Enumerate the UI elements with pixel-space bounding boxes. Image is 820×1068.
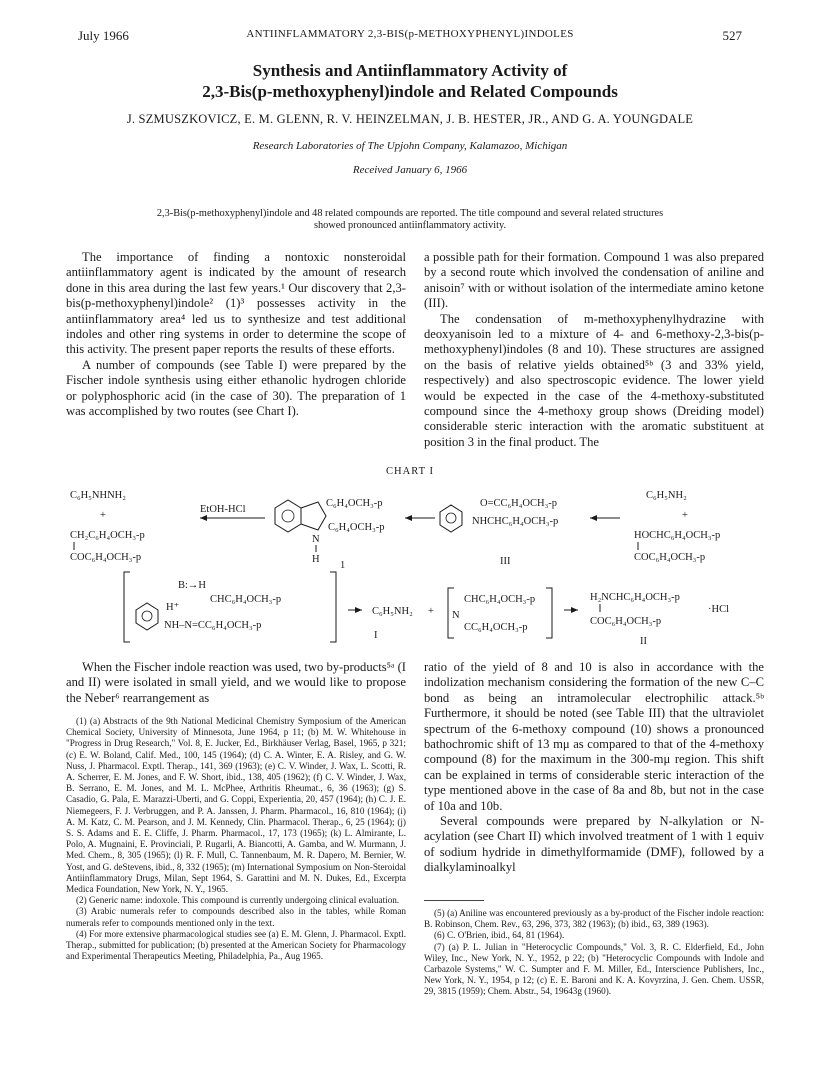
plus-sign: +	[100, 510, 106, 521]
bracket-right	[546, 588, 552, 638]
hydrazine-label: C₆H₅NHNH₂	[70, 490, 126, 501]
bracket-right	[330, 572, 336, 642]
title-line-2: 2,3-Bis(p-methoxyphenyl)indole and Related Compounds	[202, 82, 618, 101]
body-column-left-top	[66, 250, 406, 419]
paragraph: When the Fischer indole reaction was used, two by-products⁵ᵃ (I and II) were isolated in small yield, and we would like to propose the Neber⁶ rearrangement as	[66, 660, 406, 705]
amino-ketone-hcl-line-2: COC₆H₄OCH₃-p	[590, 616, 662, 627]
paragraph: ratio of the yield of 8 and 10 is also in accordance with the indolization mechanism considering the formation of the new C–C bond as being an intramolecular electrophilic attack.⁵ᵇ Furthermore, it should be noted (see Table III) that the ultraviolet spectrum of the 6-methoxy compound (10) shows a pronounced bathochromic shift of 13 mμ as compared to that of the 4-methoxy compound (8) for the maximum in the 300-mμ region. This shift can be explained in terms of considerable steric interaction of the type mentioned above in the case of 8a and 8b, but not in the case of 10a and 10b.	[424, 660, 764, 813]
footnote: (3) Arabic numerals refer to compounds described also in the tables, while Roman numerals refer to compounds mentioned only in the text.	[66, 906, 406, 928]
amino-ketone-line-2: NHCHC₆H₄OCH₃-p	[472, 516, 559, 527]
title-line-1: Synthesis and Antiinflammatory Activity of	[252, 61, 568, 80]
footnote-rule	[424, 900, 484, 901]
paragraph: a possible path for their formation. Compound 1 was also prepared by a second route which involved the condensation of aniline and anisoin⁷ with or without isolation of the intermediate amino ketone (III).	[424, 250, 764, 311]
indole-hydrogen: H	[312, 554, 320, 565]
paragraph: Several compounds were prepared by N-alkylation or N-acylation (see Chart II) which involved treatment of 1 with 1 equiv of sodium hydride in dimethylformamide (DMF), followed by a dialkylaminoalkyl	[424, 814, 764, 875]
affiliation: Research Laboratories of The Upjohn Company, Kalamazoo, Michigan	[252, 140, 568, 152]
authors: J. SZMUSZKOVICZ, E. M. GLENN, R. V. HEINZELMAN, J. B. HESTER, JR., AND G. A. YOUNGDALE	[126, 112, 694, 126]
compound-label-1: 1	[340, 560, 346, 571]
footnotes-right	[424, 908, 764, 998]
running-header-title: ANTIINFLAMMATORY 2,3-BIS(p-METHOXYPHENYL)INDOLES	[246, 28, 574, 40]
proton-label: H⁺	[166, 602, 180, 613]
reaction-scheme	[60, 478, 770, 650]
indole-substituent-1: C₆H₄OCH₃-p	[328, 522, 385, 533]
aniline-label: C₆H₅NH₂	[646, 490, 687, 501]
anisoin-line-2: COC₆H₄OCH₃-p	[634, 552, 706, 563]
anisoin-line-1: HOCHC₆H₄OCH₃-p	[634, 530, 721, 541]
footnote: (7) (a) P. L. Julian in "Heterocyclic Compounds," Vol. 3, R. C. Elderfield, Ed., John Wiley, Inc., New York, N. Y., 1952, p 22; (b) "Heterocyclic Compounds with Indole and Carbazole Systems," W. C. Sumpter and F. M. Miller, Ed., Interscience Publishers, Inc., New York, N. Y., 1954, p 12; (c) E. E. Baroni and K. A. Kovyrzina, J. Gen. Chem. USSR, 29, 3815 (1959); Chem. Abstr., 54, 19643g (1960).	[424, 941, 764, 997]
benzene-ring	[136, 603, 158, 630]
aromatic-circle	[446, 513, 456, 523]
pyrrole-ring	[301, 502, 326, 530]
plus-sign: +	[428, 606, 434, 617]
arrow-head	[355, 607, 362, 613]
footnote: (4) For more extensive pharmacological studies see (a) E. M. Glenn, J. Pharmacol. Exptl. Therap., submitted for publication; (b) presented at the American Society for Pharmacology and Experimental Therapeutics Meeting, Philadelphia, Pa., Aug 1965.	[66, 928, 406, 962]
indole-substituent-2: C₆H₄OCH₃-p	[326, 498, 383, 509]
aniline-byproduct: C₆H₅NH₂	[372, 606, 413, 617]
received-date: Received January 6, 1966	[352, 164, 468, 176]
deoxyanisoin-line-2: COC₆H₄OCH₃-p	[70, 552, 142, 563]
intermediate-line-1: CHC₆H₄OCH₃-p	[210, 594, 282, 605]
reagent-label: EtOH-HCl	[200, 504, 246, 515]
body-column-right-top	[424, 250, 764, 450]
paper-title	[0, 60, 820, 102]
footnote: (1) (a) Abstracts of the 9th National Medicinal Chemistry Symposium of the American Chemical Society, University of Minnesota, June 1964, p 11; (b) M. W. Whitehouse in "Progress in Drug Research," Vol. 8, E. Jucker, Ed., Birkhäuser Verlag, Basel, 1965, p 321; (c) E. W. Boland, Calif. Med., 100, 145 (1964); (d) C. A. Winter, E. A. Risley, and G. W. Nuss, J. Pharmacol. Exptl. Therap., 141, 369 (1963); (e) C. V. Winder, J. Wax, L. Scotti, R. A. Scherrer, E. M. Jones, and F. W. Short, ibid., 138, 405 (1962); (f) C. V. Winder, J. Wax, B. Serrano, E. M. Jones, and M. L. McPhee, Arthritis Rheumat., 6, 36 (1963); (g) S. Casadio, G. Pala, E. Marazzi-Uberti, and G. Coppi, Experientia, 20, 457 (1964); (h) C. J. E. Niemegeers, F. J. Verbruggen, and P. A. Janssen, J. Pharm. Pharmacol., 16, 810 (1964); (i) A. M. Katz, C. M. Pearson, and J. M. Kennedy, Clin. Pharmacol. Therap., 6, 25 (1964); (j) S. S. Adams and E. E. Cliffe, J. Pharm. Pharmacol., 17, 173 (1965); (k) L. Almirante, L. Polo, A. Mugnaini, E. Provinciali, P. Rugarli, A. Biancotti, A. Gamba, and W. Murmann, J. Med. Chem., 8, 305 (1965); (l) R. F. Mull, C. Tannenbaum, M. R. Dapero, M. Bernier, W. Yost, and G. deStevens, ibid., 8, 332 (1965); (m) International Symposium on Non-Steroidal Antiinflammatory Drugs, Milan, Sept 1964, S. Garattini and M. N. Dukes, Ed., Excerpta Medica Foundation, New York, N. Y., 1965.	[66, 716, 406, 895]
indole-nitrogen: N	[312, 534, 320, 545]
deoxyanisoin-line-1: CH₂C₆H₄OCH₃-p	[70, 530, 145, 541]
body-column-right-bottom	[424, 660, 764, 876]
page-number: 527	[722, 28, 742, 43]
footnote: (6) C. O'Brien, ibid., 64, 81 (1964).	[434, 930, 565, 941]
paragraph: The importance of finding a nontoxic nonsteroidal antiinflammatory agent is indicated by the amount of research done in this area during the last few years.¹ Our discovery that 2,3-bis(p-methoxyphenyl)indole² (1)³ possesses activity in the antiinflammatory area⁴ led us to synthesize and test additional indoles and other ring systems in order to determine the scope of this activity. The present paper reports the results of these efforts.	[66, 250, 406, 357]
footnote: (2) Generic name: indoxole. This compound is currently undergoing clinical evaluation.	[76, 895, 400, 906]
footnotes-left	[66, 716, 406, 962]
azirine-line-2: CC₆H₄OCH₃-p	[464, 622, 528, 633]
footnote: (5) (a) Aniline was encountered previously as a by-product of the Fischer indole reaction: B. Robinson, Chem. Rev., 63, 296, 373, 382 (1963); (b) ibid., 63, 389 (1963).	[424, 908, 764, 930]
benzene-ring	[275, 500, 301, 532]
bracket-left	[124, 572, 130, 642]
amino-ketone-line-1: O=CC₆H₄OCH₃-p	[480, 498, 557, 509]
aromatic-circle	[282, 510, 294, 522]
aromatic-circle	[142, 611, 152, 621]
intermediate-line-2: NH–N=CC₆H₄OCH₃-p	[164, 620, 262, 631]
plus-sign: +	[682, 510, 688, 521]
arrow-head	[200, 515, 207, 521]
azirine-line-1: CHC₆H₄OCH₃-p	[464, 594, 536, 605]
running-header-date: July 1966	[78, 28, 129, 43]
paragraph: The condensation of m-methoxyphenylhydrazine with deoxyanisoin led to a mixture of 4- and 6-methoxy-2,3-bis(p-methoxyphenyl)indoles (8 and 10). These structures are assigned on the basis of relative yields obtained⁵ᵇ (3 and 33% yield, respectively) and also spectroscopic evidence. The lower yield would be expected in the case of the 4-methoxy-substituted compound since the 4-methoxy group shows (Dreiding model) considerable steric interaction with the aromatic substituent at position 3 in the final product. The	[424, 311, 764, 449]
amino-ketone-hcl-line-1: H₂NCHC₆H₄OCH₃-p	[590, 592, 680, 603]
arrow-head	[590, 515, 597, 521]
arrow-head	[405, 515, 412, 521]
abstract: 2,3-Bis(p-methoxyphenyl)indole and 48 related compounds are reported. The title compound and several related structures showed pronounced antiinflammatory activity.	[156, 208, 664, 231]
chart-title: CHART I	[386, 466, 434, 477]
compound-label-III: III	[500, 556, 511, 567]
arrow-head	[571, 607, 578, 613]
paragraph: A number of compounds (see Table I) were prepared by the Fischer indole synthesis using either ethanolic hydrogen chloride or polyphosphoric acid (in the case of 30). The preparation of 1 was accomplished by two routes (see Chart I).	[66, 357, 406, 419]
benzene-ring	[440, 505, 462, 532]
compound-label-II: II	[640, 636, 647, 647]
azirine-nitrogen: N	[452, 610, 460, 621]
base-label: B:→H	[178, 580, 207, 591]
body-column-left-bottom	[66, 660, 406, 706]
compound-label-I: I	[374, 630, 378, 641]
hcl-label: ·HCl	[708, 604, 729, 615]
